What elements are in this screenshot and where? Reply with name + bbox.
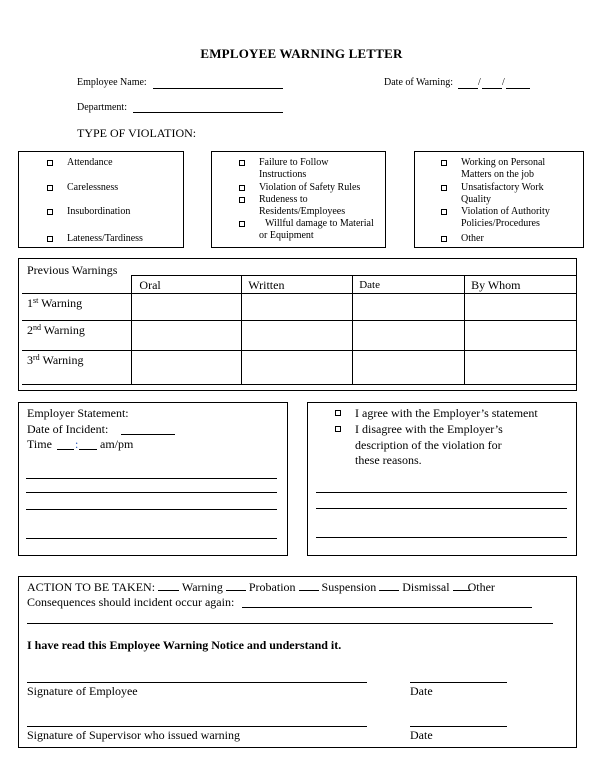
warning-1-written-cell[interactable] bbox=[242, 294, 353, 321]
checkbox-icon[interactable] bbox=[441, 236, 447, 242]
warning-3-date-cell[interactable] bbox=[353, 351, 465, 385]
statement-line-3[interactable] bbox=[26, 509, 277, 510]
warning-3-written-cell[interactable] bbox=[242, 351, 353, 385]
checkbox-icon[interactable] bbox=[239, 197, 245, 203]
employee-name-field[interactable] bbox=[153, 88, 283, 89]
warning-row-label-2: 2nd Warning bbox=[22, 321, 132, 351]
supervisor-date-line[interactable] bbox=[410, 726, 507, 727]
warning-year-field[interactable] bbox=[506, 88, 530, 89]
type-of-violation-heading: TYPE OF VIOLATION: bbox=[77, 126, 197, 140]
checkbox-other-violation[interactable]: Other bbox=[441, 233, 484, 245]
warning-day-field[interactable] bbox=[482, 88, 502, 89]
action-dismissal-blank[interactable] bbox=[379, 580, 399, 591]
time-colon: : bbox=[75, 437, 79, 451]
employee-date-line[interactable] bbox=[410, 682, 507, 683]
warning-row-label-3: 3rd Warning bbox=[22, 351, 132, 385]
employee-signature-line[interactable] bbox=[27, 682, 367, 683]
checkbox-willful-damage[interactable]: Willful damage to Material or Equipment bbox=[239, 218, 374, 242]
checkbox-icon[interactable] bbox=[239, 221, 245, 227]
action-option-warning: Warning bbox=[181, 580, 223, 594]
supervisor-signature-line[interactable] bbox=[27, 726, 367, 727]
warning-month-field[interactable] bbox=[458, 88, 478, 89]
checkbox-rudeness[interactable]: Rudeness to Residents/Employees bbox=[239, 194, 345, 218]
date-of-incident-label: Date of Incident: bbox=[27, 422, 109, 436]
column-header-by-whom: By Whom bbox=[465, 276, 577, 294]
action-label: ACTION TO BE TAKEN: bbox=[27, 580, 156, 594]
action-probation-blank[interactable] bbox=[226, 580, 246, 591]
checkbox-icon[interactable] bbox=[441, 209, 447, 215]
checkbox-insubordination[interactable]: Insubordination bbox=[47, 206, 130, 218]
acknowledgement-statement: I have read this Employee Warning Notice and understand it. bbox=[27, 638, 342, 652]
checkbox-disagree[interactable]: I disagree with the Employer’s description of the violation for these reasons. bbox=[335, 422, 503, 469]
department-field[interactable] bbox=[133, 112, 283, 113]
date-of-incident-field[interactable] bbox=[121, 434, 175, 435]
action-option-other: Other bbox=[467, 580, 495, 594]
employee-signature-label: Signature of Employee bbox=[27, 684, 138, 698]
statement-line-2[interactable] bbox=[26, 492, 277, 493]
reason-line-1[interactable] bbox=[316, 492, 567, 493]
checkbox-icon[interactable] bbox=[47, 236, 53, 242]
warning-1-date-cell[interactable] bbox=[353, 294, 465, 321]
action-line bbox=[27, 580, 495, 595]
ampm-label: am/pm bbox=[100, 437, 134, 451]
time-minute-field[interactable] bbox=[79, 449, 97, 450]
checkbox-icon[interactable] bbox=[47, 185, 53, 191]
action-option-suspension: Suspension bbox=[321, 580, 377, 594]
checkbox-agree[interactable]: I agree with the Employer’s statement bbox=[335, 406, 538, 421]
checkbox-violation-of-authority[interactable]: Violation of Authority Policies/Procedures bbox=[441, 206, 550, 230]
checkbox-icon[interactable] bbox=[335, 426, 341, 432]
consequences-field-2[interactable] bbox=[27, 623, 553, 624]
warning-1-oral-cell[interactable] bbox=[132, 294, 242, 321]
checkbox-icon[interactable] bbox=[47, 209, 53, 215]
checkbox-personal-matters[interactable]: Working on Personal Matters on the job bbox=[441, 157, 545, 181]
reason-line-3[interactable] bbox=[316, 537, 567, 538]
consequences-label: Consequences should incident occur again: bbox=[27, 595, 235, 609]
warning-row-label-1: 1st Warning bbox=[22, 294, 132, 321]
previous-warnings-title: Previous Warnings bbox=[27, 263, 118, 277]
date-of-warning-label: Date of Warning: bbox=[384, 77, 453, 88]
department-label: Department: bbox=[77, 102, 127, 113]
checkbox-safety-rules[interactable]: Violation of Safety Rules bbox=[239, 182, 360, 194]
statement-line-1[interactable] bbox=[26, 478, 277, 479]
warning-3-by-whom-cell[interactable] bbox=[465, 351, 577, 385]
action-option-dismissal: Dismissal bbox=[402, 580, 450, 594]
consequences-field-1[interactable] bbox=[242, 607, 532, 608]
checkbox-failure-to-follow[interactable]: Failure to Follow Instructions bbox=[239, 157, 328, 181]
warning-1-by-whom-cell[interactable] bbox=[465, 294, 577, 321]
previous-warnings-table bbox=[22, 275, 577, 385]
reason-line-2[interactable] bbox=[316, 508, 567, 509]
action-warning-blank[interactable] bbox=[158, 580, 179, 591]
checkbox-icon[interactable] bbox=[441, 160, 447, 166]
column-header-date: Date bbox=[353, 276, 465, 294]
checkbox-icon[interactable] bbox=[239, 160, 245, 166]
checkbox-unsatisfactory-work[interactable]: Unsatisfactory Work Quality bbox=[441, 182, 544, 206]
supervisor-signature-label: Signature of Supervisor who issued warning bbox=[27, 728, 240, 742]
statement-line-4[interactable] bbox=[26, 538, 277, 539]
checkbox-icon[interactable] bbox=[47, 160, 53, 166]
checkbox-icon[interactable] bbox=[441, 185, 447, 191]
table-corner-cell bbox=[22, 276, 132, 294]
warning-2-by-whom-cell[interactable] bbox=[465, 321, 577, 351]
warning-2-date-cell[interactable] bbox=[353, 321, 465, 351]
employer-statement-label: Employer Statement: bbox=[27, 406, 129, 420]
checkbox-icon[interactable] bbox=[239, 185, 245, 191]
employee-date-label: Date bbox=[410, 684, 433, 698]
warning-2-written-cell[interactable] bbox=[242, 321, 353, 351]
time-hour-field[interactable] bbox=[57, 449, 74, 450]
action-option-probation: Probation bbox=[248, 580, 296, 594]
checkbox-carelessness[interactable]: Carelessness bbox=[47, 182, 118, 194]
supervisor-date-label: Date bbox=[410, 728, 433, 742]
column-header-oral: Oral bbox=[132, 276, 242, 294]
page-title: EMPLOYEE WARNING LETTER bbox=[200, 46, 403, 61]
action-suspension-blank[interactable] bbox=[299, 580, 319, 591]
column-header-written: Written bbox=[242, 276, 353, 294]
checkbox-attendance[interactable]: Attendance bbox=[47, 157, 113, 169]
checkbox-lateness[interactable]: Lateness/Tardiness bbox=[47, 233, 143, 245]
warning-3-oral-cell[interactable] bbox=[132, 351, 242, 385]
time-label: Time bbox=[27, 437, 52, 451]
warning-2-oral-cell[interactable] bbox=[132, 321, 242, 351]
checkbox-icon[interactable] bbox=[335, 410, 341, 416]
employee-name-label: Employee Name: bbox=[77, 77, 147, 88]
